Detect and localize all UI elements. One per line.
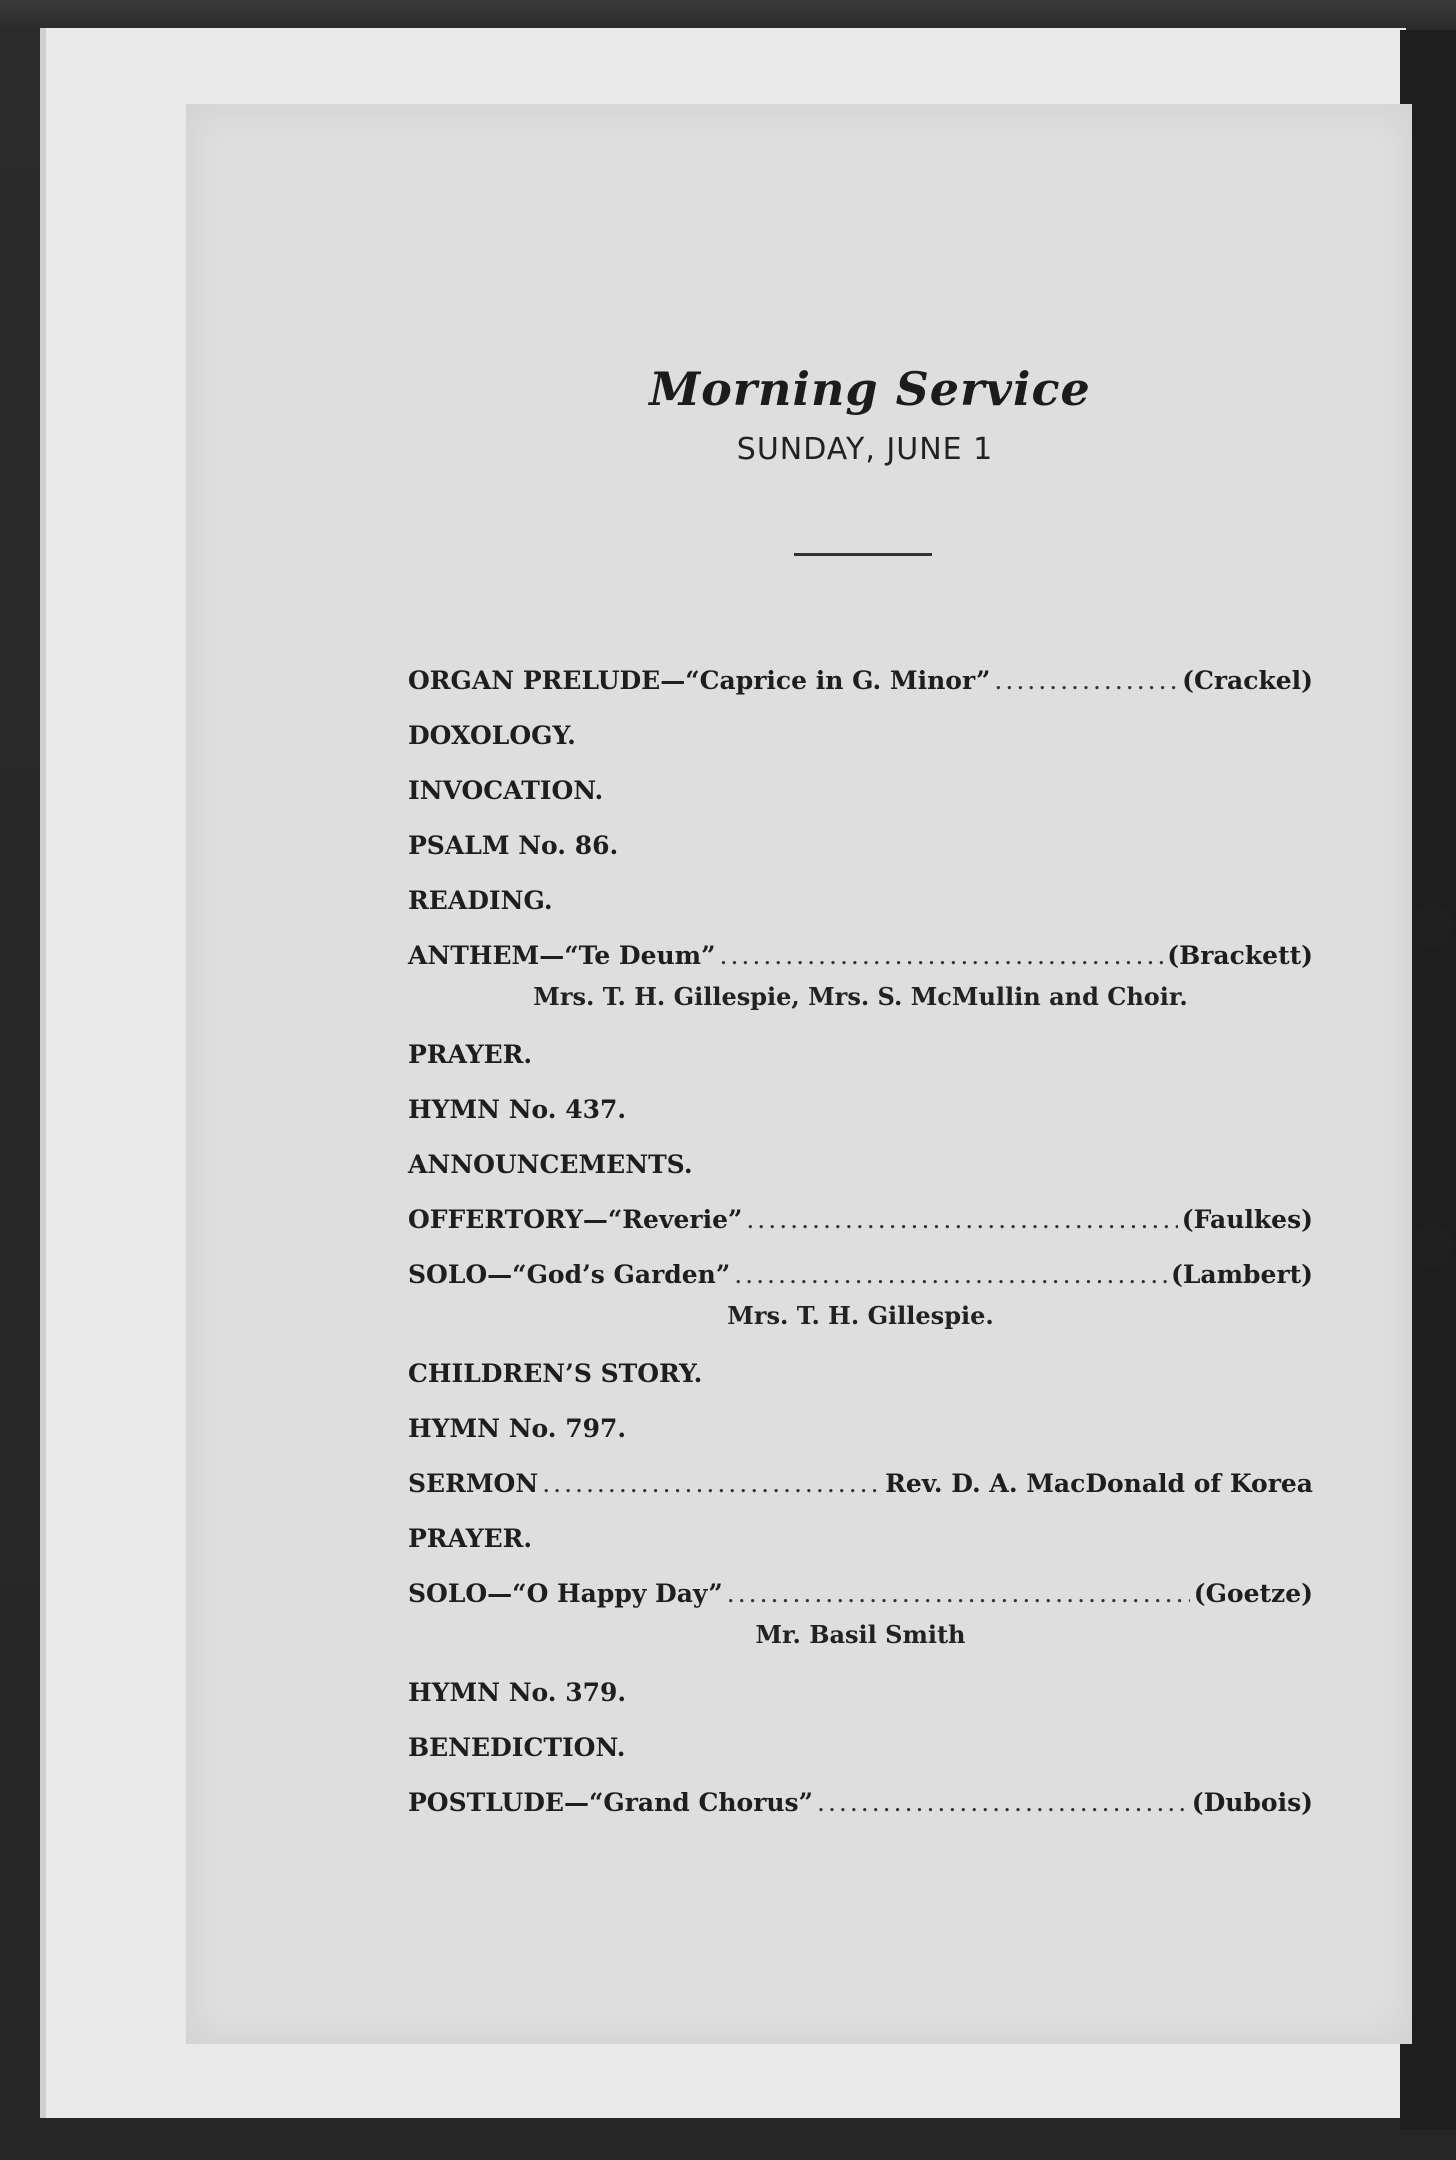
program-item-performers: Mr. Basil Smith — [755, 1620, 966, 1649]
program-item-label: PRAYER. — [408, 1524, 533, 1553]
program-item-attribution: (Crackel) — [1182, 666, 1313, 695]
program-item — [408, 1069, 1313, 1124]
leader-dots — [542, 1469, 881, 1498]
program-item — [408, 1762, 1313, 1817]
program-item — [408, 1443, 1313, 1498]
program-item-label: HYMN No. 797. — [408, 1414, 627, 1443]
program-item-label: SOLO—“God’s Garden” — [408, 1260, 731, 1289]
program-item-label: ORGAN PRELUDE—“Caprice in G. Minor” — [408, 666, 991, 695]
leader-dots — [994, 666, 1178, 695]
program-item-attribution: (Brackett) — [1167, 941, 1313, 970]
page-title: Morning Service — [649, 362, 1091, 416]
binding-hole — [1410, 1225, 1454, 1269]
program-item-label: OFFERTORY—“Reverie” — [408, 1205, 743, 1234]
divider-rule — [794, 553, 932, 556]
program-item-label: ANNOUNCEMENTS. — [408, 1150, 693, 1179]
program-item — [408, 1014, 1313, 1069]
program-item-label: PRAYER. — [408, 1040, 533, 1069]
binding-hole — [1410, 905, 1454, 949]
program-item — [408, 1333, 1313, 1388]
program-item-label: DOXOLOGY. — [408, 721, 576, 750]
program-item-attribution: (Faulkes) — [1181, 1205, 1313, 1234]
program-item — [408, 860, 1313, 915]
program-item — [408, 1498, 1313, 1553]
leader-dots — [746, 1205, 1177, 1234]
leader-dots — [727, 1579, 1190, 1608]
program-item — [408, 750, 1313, 805]
program-item-label: HYMN No. 437. — [408, 1095, 627, 1124]
program-item — [408, 805, 1313, 860]
program-item — [408, 1652, 1313, 1707]
program-item — [408, 1234, 1313, 1289]
program-item — [408, 1179, 1313, 1234]
program-item-label: PSALM No. 86. — [408, 831, 619, 860]
program-item-label: POSTLUDE—“Grand Chorus” — [408, 1788, 813, 1817]
program-item-performers: Mrs. T. H. Gillespie. — [727, 1301, 994, 1330]
order-of-service — [408, 640, 1313, 1817]
program-item-label: BENEDICTION. — [408, 1733, 626, 1762]
program-item-label: CHILDREN’S STORY. — [408, 1359, 703, 1388]
program-item — [408, 915, 1313, 970]
program-item-attribution: (Dubois) — [1191, 1788, 1313, 1817]
leader-dots — [817, 1788, 1188, 1817]
program-item-performers: Mrs. T. H. Gillespie, Mrs. S. McMullin and Choir. — [533, 982, 1188, 1011]
program-item — [408, 1707, 1313, 1762]
service-date: SUNDAY, JUNE 1 — [736, 432, 994, 467]
program-item-label: INVOCATION. — [408, 776, 604, 805]
program-item — [408, 640, 1313, 695]
program-item-label: HYMN No. 379. — [408, 1678, 627, 1707]
program-item-label: ANTHEM—“Te Deum” — [408, 941, 716, 970]
program-item — [408, 1388, 1313, 1443]
program-item — [408, 1124, 1313, 1179]
program-item-attribution: (Lambert) — [1171, 1260, 1313, 1289]
program-item-attribution: Rev. D. A. MacDonald of Korea — [885, 1469, 1313, 1498]
leader-dots — [720, 941, 1164, 970]
program-item — [408, 695, 1313, 750]
program-item-label: SERMON — [408, 1469, 539, 1498]
program-item-label: READING. — [408, 886, 553, 915]
program-item-label: SOLO—“O Happy Day” — [408, 1579, 723, 1608]
program-item — [408, 1553, 1313, 1608]
program-item-attribution: (Goetze) — [1193, 1579, 1313, 1608]
leader-dots — [734, 1260, 1167, 1289]
